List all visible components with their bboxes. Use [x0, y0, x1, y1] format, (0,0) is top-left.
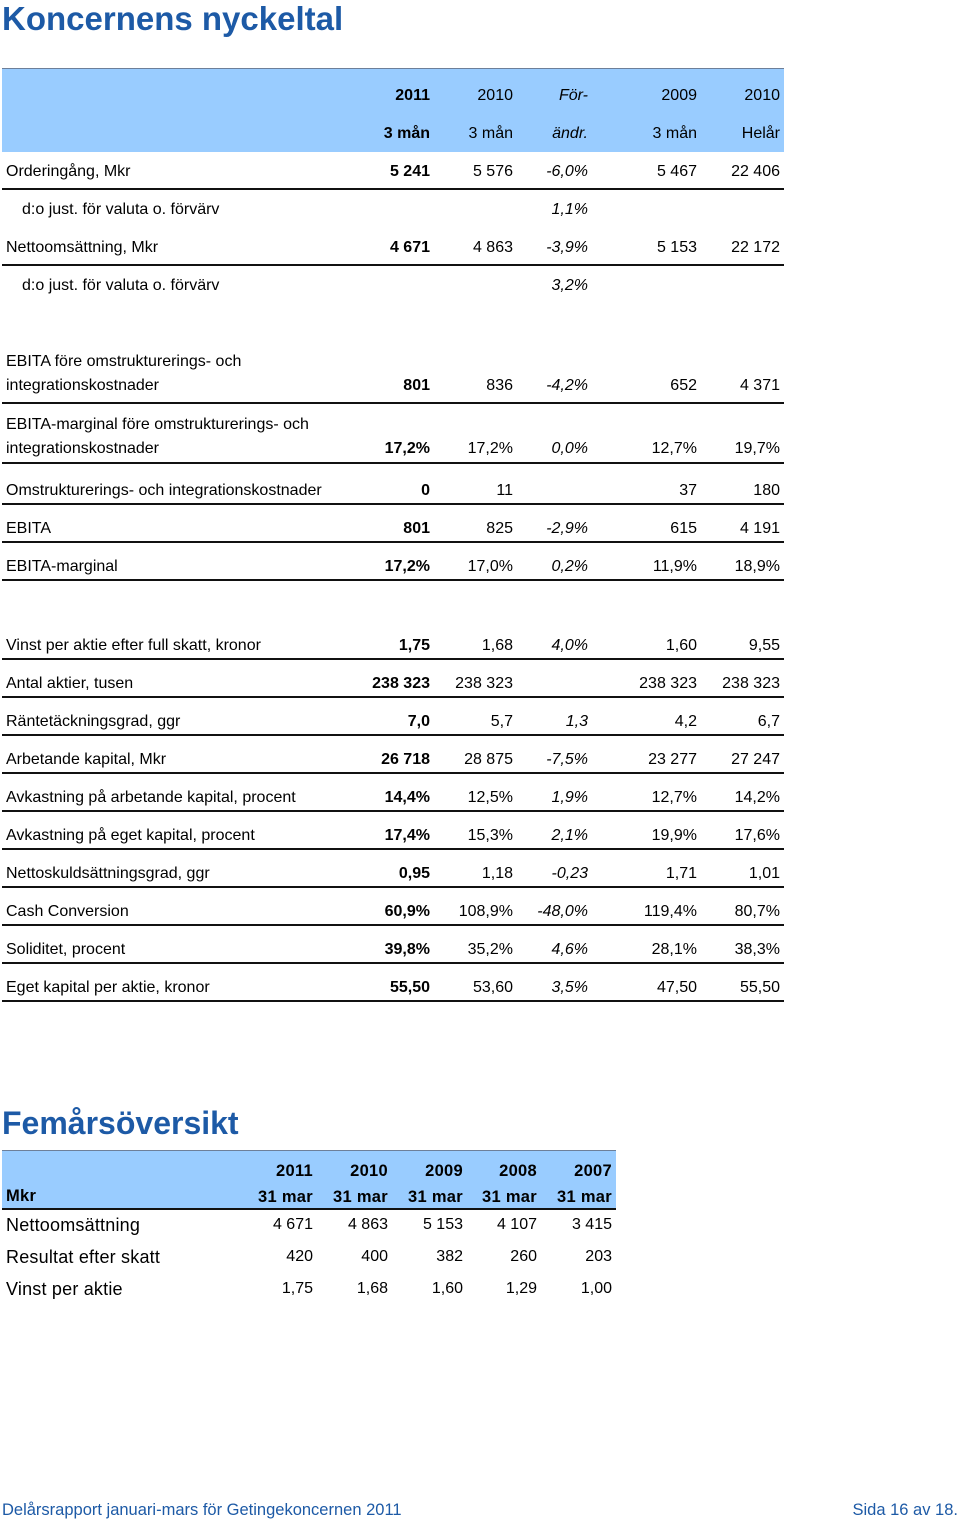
cell-value: 1,75 [281, 1280, 313, 1297]
cell-value: 60,9% [384, 903, 430, 920]
cell-value: 18,9% [734, 558, 780, 575]
table-row [2, 152, 784, 190]
row-label [6, 674, 133, 694]
five-year-table [2, 1150, 616, 1306]
row-label-line: Omstrukturerings- och integrationskostnader [6, 482, 322, 499]
cell-value: 28 875 [464, 751, 513, 768]
cell-value: 382 [436, 1248, 463, 1265]
cell-value: 5 576 [472, 163, 513, 180]
cell-value: 1,60 [431, 1280, 463, 1297]
cell-value: 6,7 [757, 713, 780, 730]
column-header-period: Helår [741, 125, 780, 142]
table-row [2, 190, 784, 228]
row-label [6, 750, 166, 770]
cell-value: 80,7% [734, 903, 780, 920]
table-row [2, 344, 784, 404]
row-label [6, 238, 158, 258]
cell-value: 5 153 [656, 239, 697, 256]
cell-value: 836 [486, 377, 513, 394]
cell-value: 12,7% [651, 440, 697, 457]
cell-value: 1,71 [665, 865, 697, 882]
column-header-year: 2008 [499, 1162, 537, 1180]
table-row [2, 774, 784, 812]
table-body [2, 152, 784, 1002]
cell-value: 0,2% [551, 558, 588, 575]
cell-value: 22 406 [731, 163, 780, 180]
column-header-period: 3 mån [468, 125, 513, 142]
cell-value: 1,00 [580, 1280, 612, 1297]
column-header-year: 2009 [661, 87, 697, 104]
table-row [2, 812, 784, 850]
column-header-period: 31 mar [332, 1188, 388, 1206]
cell-value: 5 241 [389, 163, 430, 180]
cell-value: 55,50 [389, 979, 430, 996]
column-header-period: 3 mån [652, 125, 697, 142]
row-label [6, 413, 309, 461]
cell-value: 108,9% [458, 903, 513, 920]
section-title: Femårsöversikt [2, 1105, 239, 1141]
column-header-period: 31 mar [481, 1188, 537, 1206]
cell-value: 9,55 [748, 637, 780, 654]
row-label-line: EBITA-marginal före omstrukturerings- och [6, 416, 309, 433]
cell-value: 801 [403, 377, 430, 394]
column-header-change: ändr. [552, 125, 588, 142]
cell-value: 801 [403, 520, 430, 537]
cell-value: 17,4% [384, 827, 430, 844]
row-label-line: Cash Conversion [6, 903, 129, 920]
row-label-line: EBITA-marginal [6, 558, 118, 575]
column-header-period: 31 mar [556, 1188, 612, 1206]
cell-value: -3,9% [546, 239, 588, 256]
row-label: Vinst per aktie [6, 1279, 123, 1299]
cell-value: 1,29 [505, 1280, 537, 1297]
cell-value: 28,1% [651, 941, 697, 958]
cell-value: 26 718 [381, 751, 430, 768]
row-label-line: Eget kapital per aktie, kronor [6, 979, 210, 996]
unit-label: Mkr [6, 1187, 37, 1205]
row-label-line: Avkastning på eget kapital, procent [6, 827, 255, 844]
cell-value: 4 191 [739, 520, 780, 537]
table-header [2, 1150, 616, 1210]
table-row [2, 622, 784, 660]
cell-value: 400 [361, 1248, 388, 1265]
row-label-line: EBITA före omstrukturerings- och [6, 353, 242, 370]
cell-value: 11,9% [652, 558, 697, 575]
table-row [2, 736, 784, 774]
row-label-line: d:o just. för valuta o. förvärv [22, 277, 220, 294]
cell-value: 0 [421, 482, 430, 499]
cell-value: 4 671 [389, 239, 430, 256]
column-header-year: 2010 [744, 87, 780, 104]
cell-value: 17,0% [467, 558, 513, 575]
cell-value: 260 [510, 1248, 537, 1265]
column-header-year: 2010 [350, 1162, 388, 1180]
cell-value: 11 [496, 482, 513, 499]
row-label [6, 481, 322, 501]
cell-value: 2,1% [551, 827, 588, 844]
column-header-year: 2011 [276, 1162, 313, 1180]
table-header [2, 68, 784, 152]
cell-value: 53,60 [472, 979, 513, 996]
cell-value: 238 323 [455, 675, 513, 692]
column-header-period: 31 mar [257, 1188, 313, 1206]
row-label-line: integrationskostnader [6, 377, 159, 394]
cell-value: 5 467 [656, 163, 697, 180]
row-label-line: Orderingång, Mkr [6, 163, 131, 180]
cell-value: 1,1% [551, 201, 588, 218]
row-label: Resultat efter skatt [6, 1247, 161, 1267]
row-label [6, 162, 131, 182]
row-label-line: d:o just. för valuta o. förvärv [22, 201, 220, 218]
cell-value: 0,95 [398, 865, 430, 882]
row-label-line: integrationskostnader [6, 440, 159, 457]
row-label-line: EBITA [6, 520, 52, 537]
row-label [6, 826, 255, 846]
cell-value: -7,5% [546, 751, 588, 768]
column-header-year: 2007 [574, 1162, 612, 1180]
row-label [6, 940, 125, 960]
cell-value: -0,23 [551, 865, 588, 882]
row-label-line: Räntetäckningsgrad, ggr [6, 713, 181, 730]
cell-value: 17,6% [734, 827, 780, 844]
cell-value: 1,68 [481, 637, 513, 654]
cell-value: 4 671 [272, 1216, 313, 1233]
key-figures-table [2, 68, 784, 1002]
table-row [2, 1210, 616, 1242]
table-row [2, 698, 784, 736]
table-row [2, 505, 784, 543]
cell-value: 1,01 [748, 865, 780, 882]
cell-value: 615 [670, 520, 697, 537]
cell-value: 23 277 [648, 751, 697, 768]
row-label-line: Avkastning på arbetande kapital, procent [6, 789, 296, 806]
page-title: Koncernens nyckeltal [2, 0, 344, 37]
cell-value: 27 247 [731, 751, 780, 768]
cell-value: 12,7% [651, 789, 697, 806]
row-spacer [2, 581, 784, 622]
cell-value: 1,68 [356, 1280, 388, 1297]
row-label: Nettoomsättning [6, 1215, 141, 1235]
cell-value: 238 323 [372, 675, 430, 692]
table-row [2, 404, 784, 464]
cell-value: 3,2% [551, 277, 588, 294]
cell-value: -48,0% [537, 903, 588, 920]
cell-value: 47,50 [656, 979, 697, 996]
cell-value: 17,2% [467, 440, 513, 457]
row-label [6, 636, 261, 656]
cell-value: 4,0% [551, 637, 588, 654]
row-label [6, 902, 129, 922]
row-label [6, 519, 51, 539]
cell-value: 4,2 [674, 713, 697, 730]
cell-value: 55,50 [739, 979, 780, 996]
table-row [2, 964, 784, 1002]
cell-value: 22 172 [731, 239, 780, 256]
cell-value: -6,0% [546, 163, 588, 180]
footer-page-number: Sida 16 av 18. [852, 1501, 958, 1519]
table-row [2, 660, 784, 698]
cell-value: 203 [585, 1248, 612, 1265]
column-header-year: 2010 [477, 87, 513, 104]
column-header-period: 3 mån [383, 125, 430, 142]
column-header-change: För- [558, 87, 588, 104]
cell-value: 652 [670, 377, 697, 394]
row-label-line: Antal aktier, tusen [6, 675, 134, 692]
row-label [22, 200, 219, 220]
cell-value: 5 153 [422, 1216, 463, 1233]
cell-value: 4 107 [496, 1216, 537, 1233]
cell-value: 17,2% [384, 558, 430, 575]
table-row [2, 888, 784, 926]
row-label [6, 864, 210, 884]
table-row [2, 926, 784, 964]
cell-value: 4 863 [347, 1216, 388, 1233]
cell-value: 1,75 [398, 637, 430, 654]
row-label-line: Soliditet, procent [6, 941, 126, 958]
cell-value: 17,2% [384, 440, 430, 457]
cell-value: 3 415 [571, 1216, 612, 1233]
cell-value: 14,2% [734, 789, 780, 806]
row-label [6, 712, 180, 732]
cell-value: -4,2% [546, 377, 588, 394]
cell-value: 14,4% [384, 789, 430, 806]
cell-value: 37 [679, 482, 697, 499]
cell-value: 1,3 [565, 713, 588, 730]
cell-value: 1,18 [481, 865, 513, 882]
table-row [2, 1274, 616, 1306]
row-label-line: Nettoskuldsättningsgrad, ggr [6, 865, 210, 882]
table-row [2, 543, 784, 581]
table-body [2, 1210, 616, 1306]
row-label [6, 557, 118, 577]
cell-value: 825 [486, 520, 513, 537]
column-header-year: 2011 [395, 87, 430, 104]
table-row [2, 464, 784, 505]
cell-value: 420 [286, 1248, 313, 1265]
cell-value: 15,3% [467, 827, 513, 844]
table-row [2, 266, 784, 304]
footer-report-title: Delårsrapport januari-mars för Getingekoncernen 2011 [2, 1501, 402, 1519]
row-label-line: Arbetande kapital, Mkr [6, 751, 167, 768]
cell-value: 19,7% [734, 440, 780, 457]
cell-value: 35,2% [467, 941, 513, 958]
row-label [6, 788, 296, 808]
cell-value: 38,3% [734, 941, 780, 958]
row-label [22, 276, 219, 296]
cell-value: 180 [753, 482, 780, 499]
cell-value: 39,8% [384, 941, 430, 958]
cell-value: 3,5% [551, 979, 588, 996]
cell-value: -2,9% [546, 520, 588, 537]
cell-value: 238 323 [722, 675, 780, 692]
row-label-line: Vinst per aktie efter full skatt, kronor [6, 637, 261, 654]
cell-value: 7,0 [407, 713, 430, 730]
cell-value: 19,9% [651, 827, 697, 844]
cell-value: 12,5% [467, 789, 513, 806]
cell-value: 0,0% [551, 440, 588, 457]
row-spacer [2, 304, 784, 344]
row-label [6, 350, 241, 398]
cell-value: 1,60 [665, 637, 697, 654]
cell-value: 1,9% [551, 789, 588, 806]
table-row [2, 850, 784, 888]
table-row [2, 228, 784, 266]
row-label [6, 978, 210, 998]
column-header-year: 2009 [425, 1162, 463, 1180]
cell-value: 5,7 [490, 713, 513, 730]
cell-value: 119,4% [643, 903, 697, 920]
cell-value: 4 371 [739, 377, 780, 394]
cell-value: 4 863 [472, 239, 513, 256]
cell-value: 4,6% [551, 941, 588, 958]
table-row [2, 1242, 616, 1274]
row-label-line: Nettoomsättning, Mkr [6, 239, 159, 256]
column-header-period: 31 mar [407, 1188, 463, 1206]
cell-value: 238 323 [639, 675, 697, 692]
